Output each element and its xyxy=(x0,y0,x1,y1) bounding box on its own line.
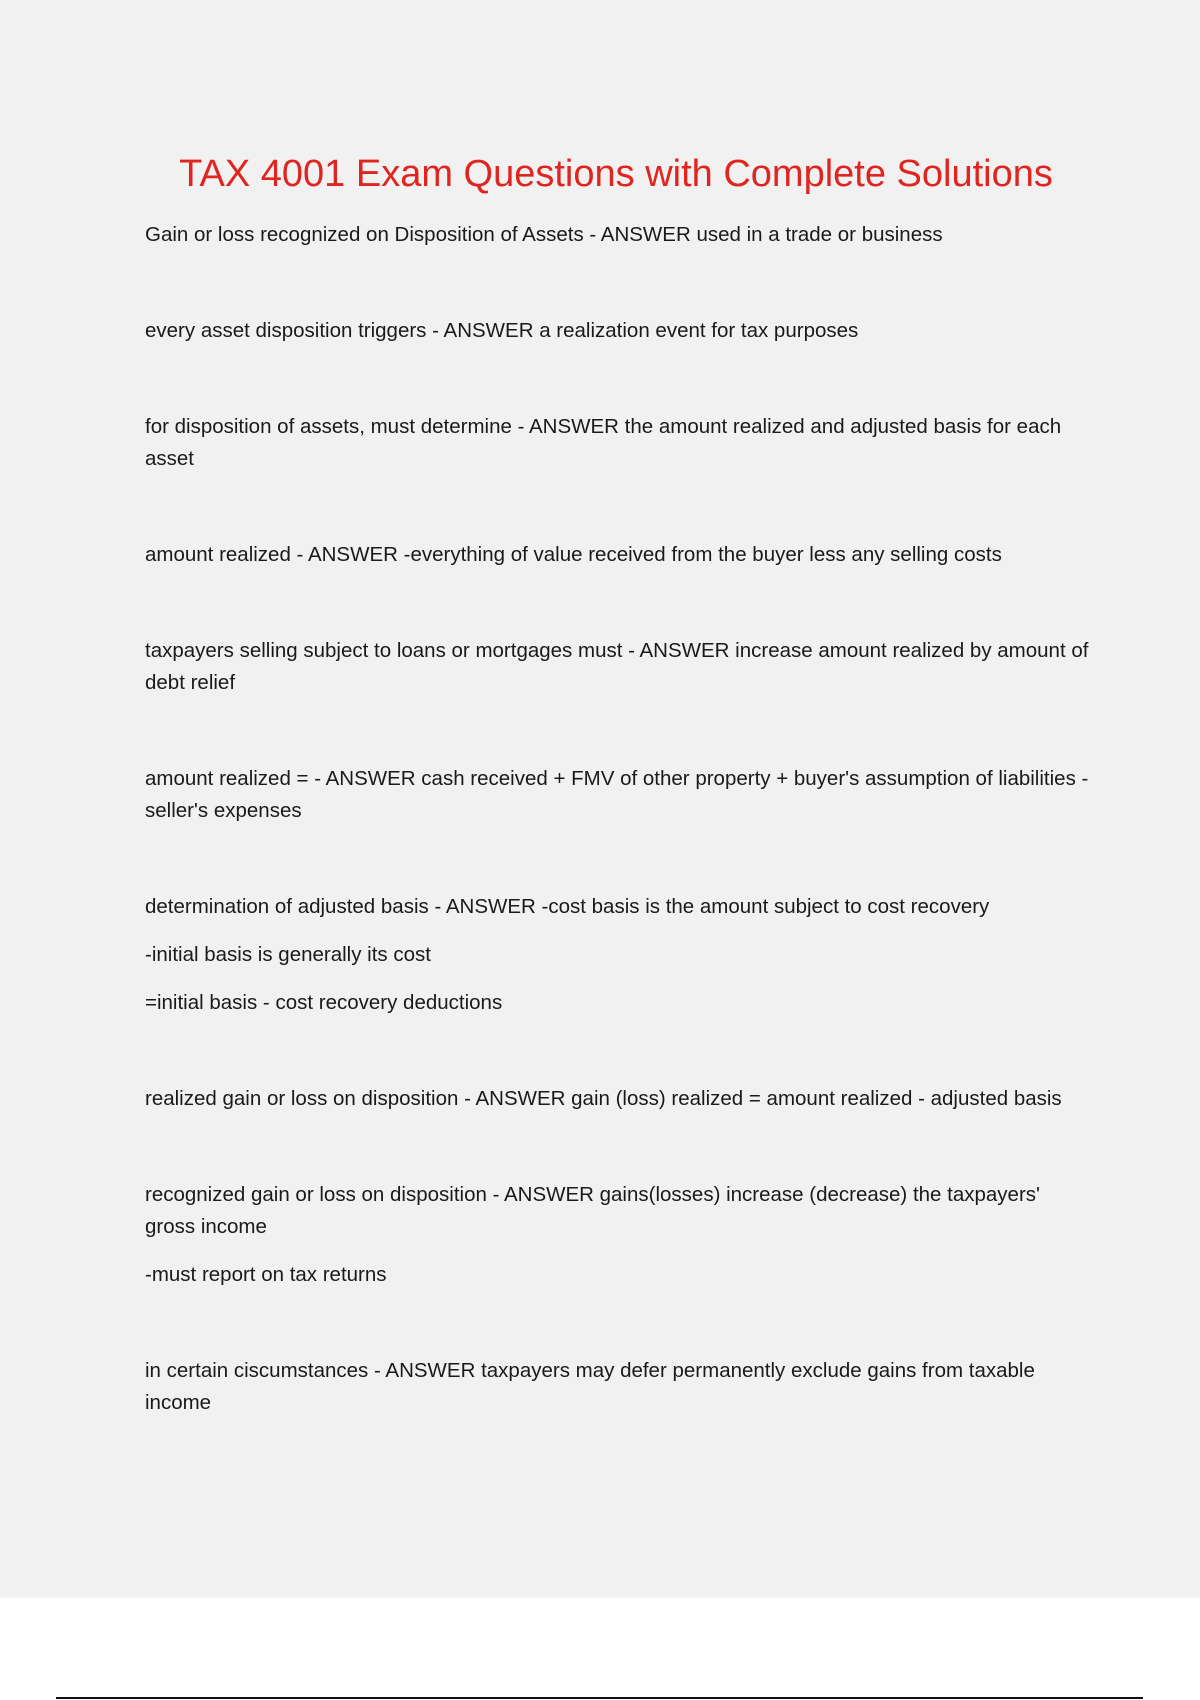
qa-item xyxy=(145,315,1095,347)
qa-item xyxy=(145,1355,1095,1419)
qa-text: amount realized = - ANSWER cash received + FMV of other property + buyer's assumption of liabilities - seller's expenses xyxy=(145,767,1089,822)
qa-text: in certain ciscumstances - ANSWER taxpayers may defer permanently exclude gains from taxable income xyxy=(145,1359,1035,1414)
qa-item xyxy=(145,763,1095,827)
qa-item xyxy=(145,219,1095,251)
qa-text: taxpayers selling subject to loans or mortgages must - ANSWER increase amount realized by amount of debt relief xyxy=(145,639,1089,694)
footer-divider xyxy=(56,1697,1143,1699)
qa-item xyxy=(145,1083,1095,1115)
qa-text: recognized gain or loss on disposition - ANSWER gains(losses) increase (decrease) the taxpayers' gross income xyxy=(145,1183,1040,1238)
qa-item xyxy=(145,411,1095,475)
qa-text: determination of adjusted basis - ANSWER -cost basis is the amount subject to cost recovery xyxy=(145,895,990,918)
qa-text: Gain or loss recognized on Disposition of Assets - ANSWER used in a trade or business xyxy=(145,223,943,246)
qa-list xyxy=(145,219,1095,1483)
qa-item xyxy=(145,891,1095,1019)
qa-text-continuation: -initial basis is generally its cost xyxy=(145,943,431,966)
document-title: TAX 4001 Exam Questions with Complete Solutions xyxy=(179,153,1053,195)
qa-text: amount realized - ANSWER -everything of value received from the buyer less any selling costs xyxy=(145,543,1002,566)
qa-text: realized gain or loss on disposition - ANSWER gain (loss) realized = amount realized - adjusted basis xyxy=(145,1087,1062,1110)
qa-item xyxy=(145,1179,1095,1291)
qa-text: for disposition of assets, must determine - ANSWER the amount realized and adjusted basis for each asset xyxy=(145,415,1062,470)
qa-text-continuation: =initial basis - cost recovery deductions xyxy=(145,991,503,1014)
qa-text-continuation: -must report on tax returns xyxy=(145,1263,387,1286)
qa-item xyxy=(145,539,1095,571)
qa-text: every asset disposition triggers - ANSWER a realization event for tax purposes xyxy=(145,319,859,342)
qa-item xyxy=(145,635,1095,699)
